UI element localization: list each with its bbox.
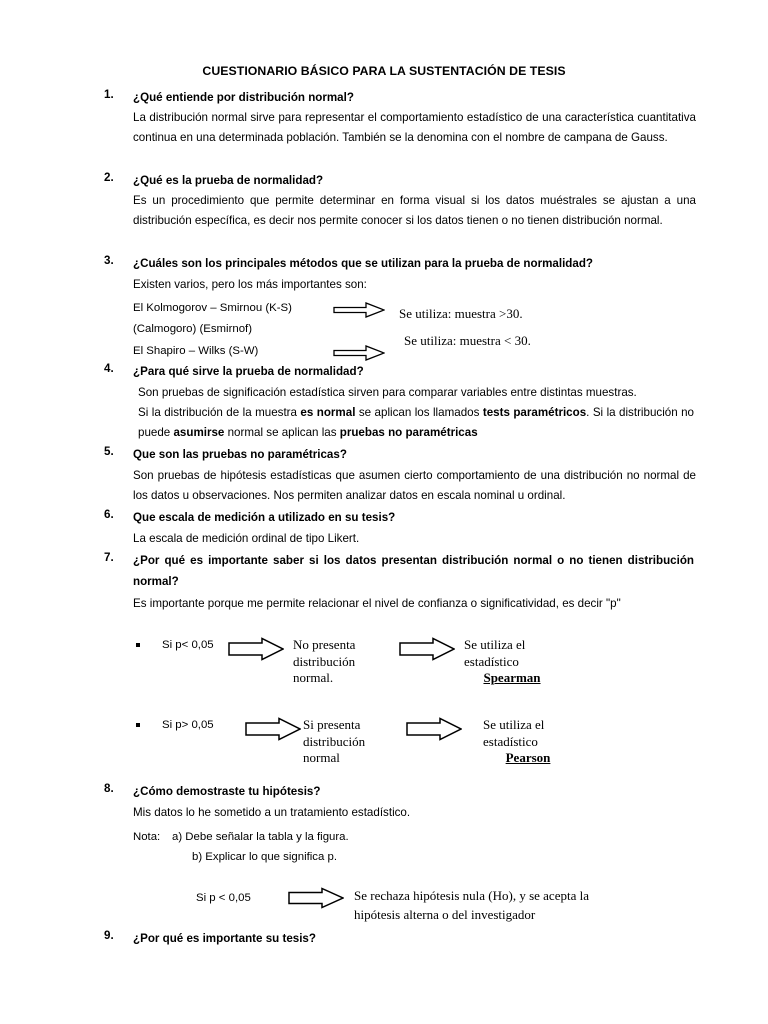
branch-2-middle [303, 717, 423, 767]
answer-4-bold-es-normal: es normal [300, 406, 356, 419]
page-title: CUESTIONARIO BÁSICO PARA LA SUSTENTACIÓN DE TESIS [202, 64, 566, 78]
item-question-9: ¿Por qué es importante su tesis? [133, 932, 316, 945]
arrow-right-icon [333, 302, 385, 318]
bullet-marker-icon [136, 643, 140, 647]
method-shapiro: El Shapiro – Wilks (S-W) [133, 345, 259, 357]
method-result-2: Se utiliza: muestra < 30. [404, 333, 531, 348]
method-kolmogorov: El Kolmogorov – Smirnou (K-S) [133, 302, 292, 314]
arrow-right-icon [333, 345, 385, 361]
answer-4-bold-pruebas: pruebas no paramétricas [339, 426, 478, 440]
answer-4-seg-c: se aplican los llamados [355, 406, 483, 419]
item-question-4: ¿Para qué sirve la prueba de normalidad? [133, 365, 364, 378]
branch-1-result [464, 637, 604, 687]
arrow-right-icon [288, 887, 344, 909]
item-answer-4-line2 [138, 403, 694, 444]
branch-1-result-line1: Se utiliza el [464, 637, 526, 652]
branch-2-middle-line1: Si presenta [303, 717, 361, 732]
item-number-3: 3. [104, 254, 114, 267]
answer-4-seg-g: normal se aplican las [224, 426, 340, 440]
note-label: Nota: [133, 831, 161, 843]
item-answer-2: Es un procedimiento que permite determinar en forma visual si los datos muéstrales se ajustan a una distribución específica, es decir nos permite conocer si los datos tienen o no tienen distribución normal. [133, 194, 696, 228]
item-number-4: 4. [104, 362, 114, 375]
note-item-a: a) Debe señalar la tabla y la figura. [172, 831, 349, 843]
item-question-3: ¿Cuáles son los principales métodos que se utilizan para la prueba de normalidad? [133, 257, 593, 270]
answer-4-seg-a: Si la distribución de la muestra [138, 406, 301, 419]
branch-1-middle-line3: normal. [293, 670, 334, 685]
item-answer-1: La distribución normal sirve para representar el comportamiento estadístico de una característica cuantitativa continua en una determinada población. También se la denomina con el nombre de campana de Gauss. [133, 111, 696, 145]
item-number-8: 8. [104, 782, 114, 795]
item-answer-5: Son pruebas de hipótesis estadísticas que asumen cierto comportamiento de una distribución no normal de los datos u observaciones. Nos permiten analizar datos en escala nominal u ordinal. [133, 469, 696, 503]
item-question-7: ¿Por qué es importante saber si los datos presentan distribución normal o no tienen distribución normal? [133, 554, 694, 588]
arrow-right-icon [245, 717, 301, 741]
item-8-result-line2: hipótesis alterna o del investigador [354, 907, 536, 922]
item-answer-3: Existen varios, pero los más importantes son: [133, 278, 367, 291]
item-answer-7: Es importante porque me permite relacionar el nivel de confianza o significatividad, es decir "p" [133, 597, 621, 610]
branch-2-result-line1: Se utiliza el [483, 717, 545, 732]
item-answer-4-line1: Son pruebas de significación estadística sirven para comparar variables entre distintas muestras. [138, 386, 637, 399]
branch-2-result-line2: estadístico [483, 733, 538, 749]
branch-2-middle-line2: distribución [303, 733, 366, 749]
answer-4-seg-e: . Si la distribución no puede [138, 406, 695, 440]
item-8-result [354, 886, 674, 924]
bullet-marker-icon [136, 723, 140, 727]
arrow-right-icon [228, 637, 284, 661]
branch-1-result-line2: estadístico [464, 653, 519, 669]
item-number-9: 9. [104, 929, 114, 942]
note-item-b: b) Explicar lo que significa p. [192, 851, 337, 863]
branch-2-statistic: Pearson [505, 750, 551, 765]
branch-1-middle [293, 637, 413, 687]
arrow-right-icon [406, 717, 462, 741]
answer-4-bold-asumirse: asumirse [173, 426, 225, 440]
item-answer-6: La escala de medición ordinal de tipo Likert. [133, 532, 360, 545]
item-answer-8: Mis datos lo he sometido a un tratamiento estadístico. [133, 806, 411, 819]
item-number-2: 2. [104, 171, 114, 184]
item-8-condition: Si p < 0,05 [196, 892, 251, 904]
branch-1-middle-line2: distribución [293, 653, 356, 669]
item-question-8: ¿Cómo demostraste tu hipótesis? [133, 785, 321, 798]
item-question-2: ¿Qué es la prueba de normalidad? [133, 174, 324, 187]
branch-1-middle-line1: No presenta [293, 637, 356, 652]
branch-2-result [483, 717, 623, 767]
branch-1-statistic: Spearman [483, 670, 541, 685]
branch-2-middle-line3: normal [303, 750, 340, 765]
item-number-5: 5. [104, 445, 114, 458]
branch-1-condition: Si p< 0,05 [162, 639, 214, 651]
item-question-1: ¿Qué entiende por distribución normal? [133, 91, 354, 104]
item-question-6: Que escala de medición a utilizado en su tesis? [133, 511, 396, 524]
item-8-result-line1: Se rechaza hipótesis nula (Ho), y se acepta la [354, 888, 589, 903]
item-question-5: Que son las pruebas no paramétricas? [133, 448, 347, 461]
method-result-1: Se utiliza: muestra >30. [399, 306, 523, 321]
item-number-6: 6. [104, 508, 114, 521]
item-number-7: 7. [104, 551, 114, 564]
branch-2-condition: Si p> 0,05 [162, 719, 214, 731]
answer-4-bold-tests: tests paramétricos [482, 406, 587, 419]
method-kolmogorov-alt: (Calmogoro) (Esmirnof) [133, 323, 252, 335]
arrow-right-icon [399, 637, 455, 661]
item-number-1: 1. [104, 88, 114, 101]
